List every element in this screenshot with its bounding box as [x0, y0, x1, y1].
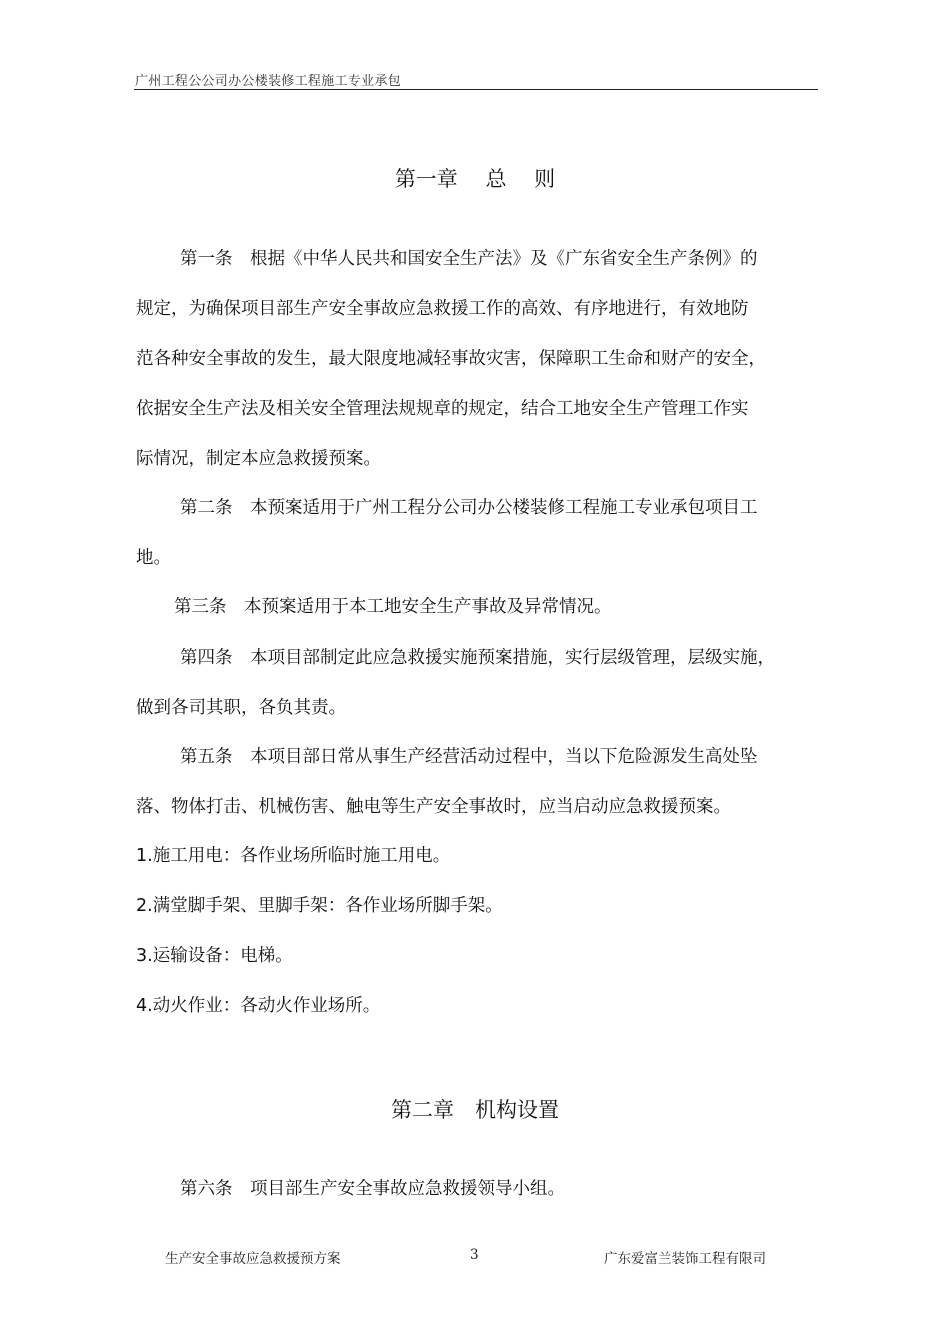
footer-left: 生产安全事故应急救援预方案	[165, 1251, 341, 1267]
footer-right: 广东爱富兰装饰工程有限司	[604, 1251, 766, 1267]
article-5-line: 第五条 本项目部日常从事生产经营活动过程中，当以下危险源发生高处坠	[180, 747, 758, 767]
hazard-list-item: 2.满堂脚手架、里脚手架：各作业场所脚手架。	[136, 896, 503, 916]
hazard-list	[136, 831, 816, 1031]
chapter-1-title: 第一章 总 则	[394, 167, 556, 191]
header-divider	[134, 89, 818, 90]
article-1-line: 规定，为确保项目部生产安全事故应急救援工作的高效、有序地进行，有效地防	[136, 299, 749, 319]
article-1-line: 范各种安全事故的发生，最大限度地减轻事故灾害，保障职工生命和财产的安全，	[136, 349, 766, 369]
article-3	[136, 582, 816, 632]
article-1-line: 际情况，制定本应急救援预案。	[136, 449, 381, 469]
hazard-list-item: 3.运输设备：电梯。	[136, 946, 293, 966]
chapter-2-title: 第二章 机构设置	[391, 1098, 559, 1122]
article-3-line: 第三条 本预案适用于本工地安全生产事故及异常情况。	[174, 597, 612, 617]
article-2-line: 第二条 本预案适用于广州工程分公司办公楼装修工程施工专业承包项目工	[180, 498, 758, 518]
article-6-line: 第六条 项目部生产安全事故应急救援领导小组。	[180, 1179, 565, 1199]
hazard-list-item: 4.动火作业：各动火作业场所。	[136, 996, 381, 1016]
article-4-line: 做到各司其职，各负其责。	[136, 698, 346, 718]
hazard-list-item: 1.施工用电：各作业场所临时施工用电。	[136, 846, 451, 866]
article-1-line: 依据安全生产法及相关安全管理法规规章的规定，结合工地安全生产管理工作实	[136, 399, 749, 419]
article-5	[136, 732, 816, 832]
article-2-line: 地。	[136, 548, 171, 568]
article-2	[136, 483, 816, 583]
article-1-line: 第一条 根据《中华人民共和国安全生产法》及《广东省安全生产条例》的	[180, 249, 758, 269]
article-6	[136, 1164, 816, 1214]
footer-page-number: 3	[470, 1247, 479, 1263]
article-4-line: 第四条 本项目部制定此应急救援实施预案措施，实行层级管理，层级实施，	[180, 648, 775, 668]
article-4	[136, 633, 816, 733]
article-5-line: 落、物体打击、机械伤害、触电等生产安全事故时，应当启动应急救援预案。	[136, 797, 731, 817]
running-header: 广州工程公公司办公楼装修工程施工专业承包	[135, 74, 402, 89]
article-1	[136, 234, 816, 484]
